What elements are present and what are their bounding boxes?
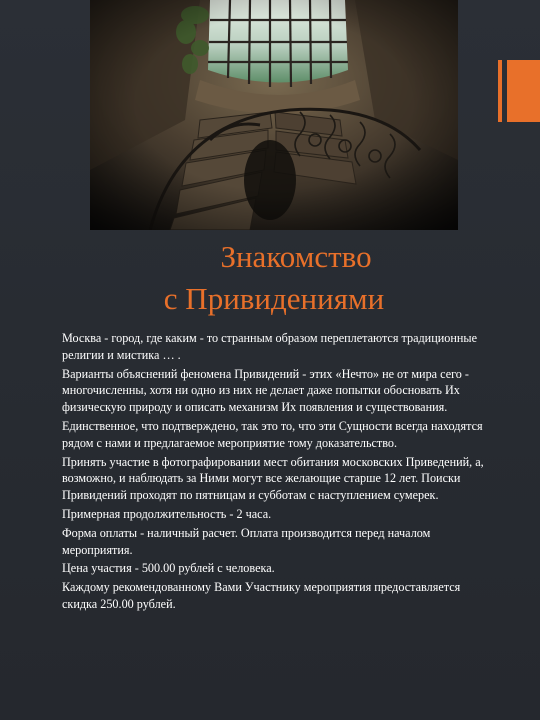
slide-title [90, 236, 458, 320]
accent-bar-thin [498, 60, 502, 122]
accent-bar-wide [507, 60, 540, 122]
paragraph-payment: Форма оплаты - наличный расчет. Оплата производится перед началом мероприятия. [62, 525, 431, 557]
body-text [62, 330, 492, 615]
title-line-1: Знакомство [220, 239, 372, 274]
title-line-2: с Привидениями [163, 281, 385, 316]
paragraph-intro: Москва - город, где каким - то странным образом переплетаются традиционные религии и мистика … . [62, 331, 477, 362]
paragraph-discount: Каждому рекомендованному Вами Участнику мероприятия предоставляется скидка 250.00 рублей. [62, 580, 461, 611]
paragraph-participation: Принять участие в фотографировании мест обитания московских Приведений, а, возможно, и наблюдать за Ними могут все желающие старше 12 лет. Поиски Привидений проходят по пятницам и субботам с наступлением сумерек. [62, 454, 484, 503]
accent-bars [498, 60, 540, 122]
haunted-staircase-illustration [90, 0, 458, 230]
paragraph-price: Цена участия - 500.00 рублей с человека. [62, 561, 275, 576]
staircase-photo [90, 0, 458, 230]
paragraph-explanations: Варианты объяснений феномена Привидений - этих «Нечто» не от мира сего - многочисленны, хотя ни одно из них не делает даже попытки обосновать Их физическую природу и описать механизм Их появления и существования. [62, 366, 469, 415]
paragraph-confirmed: Единственное, что подтверждено, так это то, что эти Сущности всегда находятся рядом с нами и предлагаемое мероприятие тому доказательство. [62, 418, 483, 450]
paragraph-duration: Примерная продолжительность - 2 часа. [62, 506, 272, 521]
